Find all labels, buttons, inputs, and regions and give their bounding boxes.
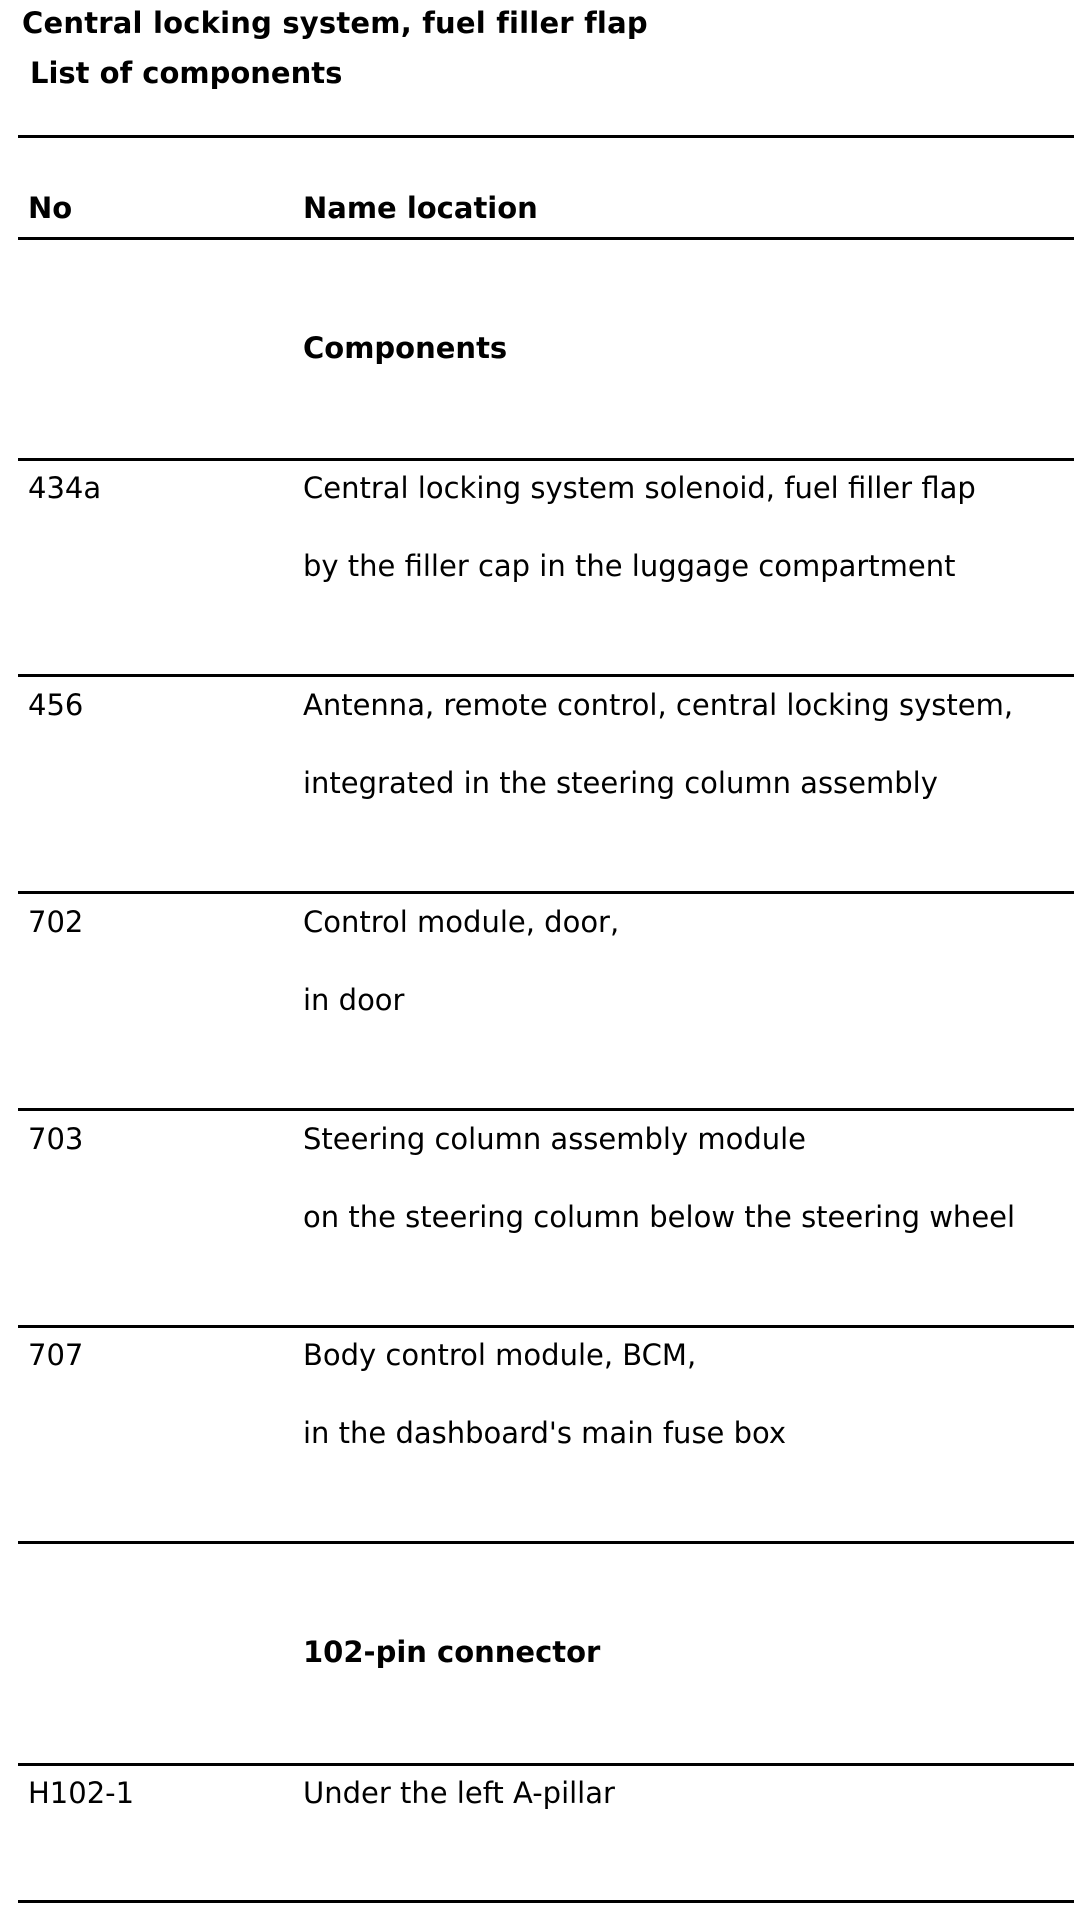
header-rule — [18, 237, 1074, 240]
row-no: 703 — [28, 1122, 84, 1156]
section-rule — [18, 458, 1074, 461]
document-title: Central locking system, fuel filler flap — [22, 6, 648, 40]
row-location: in door — [303, 983, 405, 1017]
row-location: integrated in the steering column assembly — [303, 766, 938, 800]
row-name: Under the left A-pillar — [303, 1776, 615, 1810]
row-no: 707 — [28, 1338, 84, 1372]
row-name: Central locking system solenoid, fuel filler flap — [303, 471, 976, 505]
row-rule — [18, 1541, 1074, 1544]
row-name: Antenna, remote control, central locking system, — [303, 688, 1014, 722]
row-no: 702 — [28, 905, 84, 939]
row-name: Control module, door, — [303, 905, 620, 939]
row-location: on the steering column below the steering wheel — [303, 1200, 1016, 1234]
section-heading-connector: 102-pin connector — [303, 1635, 601, 1669]
document-subtitle: List of components — [30, 56, 343, 90]
row-no: H102-1 — [28, 1776, 135, 1810]
row-rule — [18, 674, 1074, 677]
row-location: in the dashboard's main fuse box — [303, 1416, 787, 1450]
row-name: Steering column assembly module — [303, 1122, 807, 1156]
row-rule — [18, 1325, 1074, 1328]
row-location: by the filler cap in the luggage compartment — [303, 549, 956, 583]
table-bottom-rule — [18, 1900, 1074, 1903]
row-no: 456 — [28, 688, 84, 722]
header-name-location: Name location — [303, 191, 538, 225]
section-rule — [18, 1763, 1074, 1766]
row-rule — [18, 891, 1074, 894]
row-rule — [18, 1108, 1074, 1111]
header-no: No — [28, 191, 73, 225]
row-no: 434a — [28, 471, 102, 505]
table-top-rule — [18, 135, 1074, 138]
section-heading-components: Components — [303, 331, 508, 365]
row-name: Body control module, BCM, — [303, 1338, 697, 1372]
